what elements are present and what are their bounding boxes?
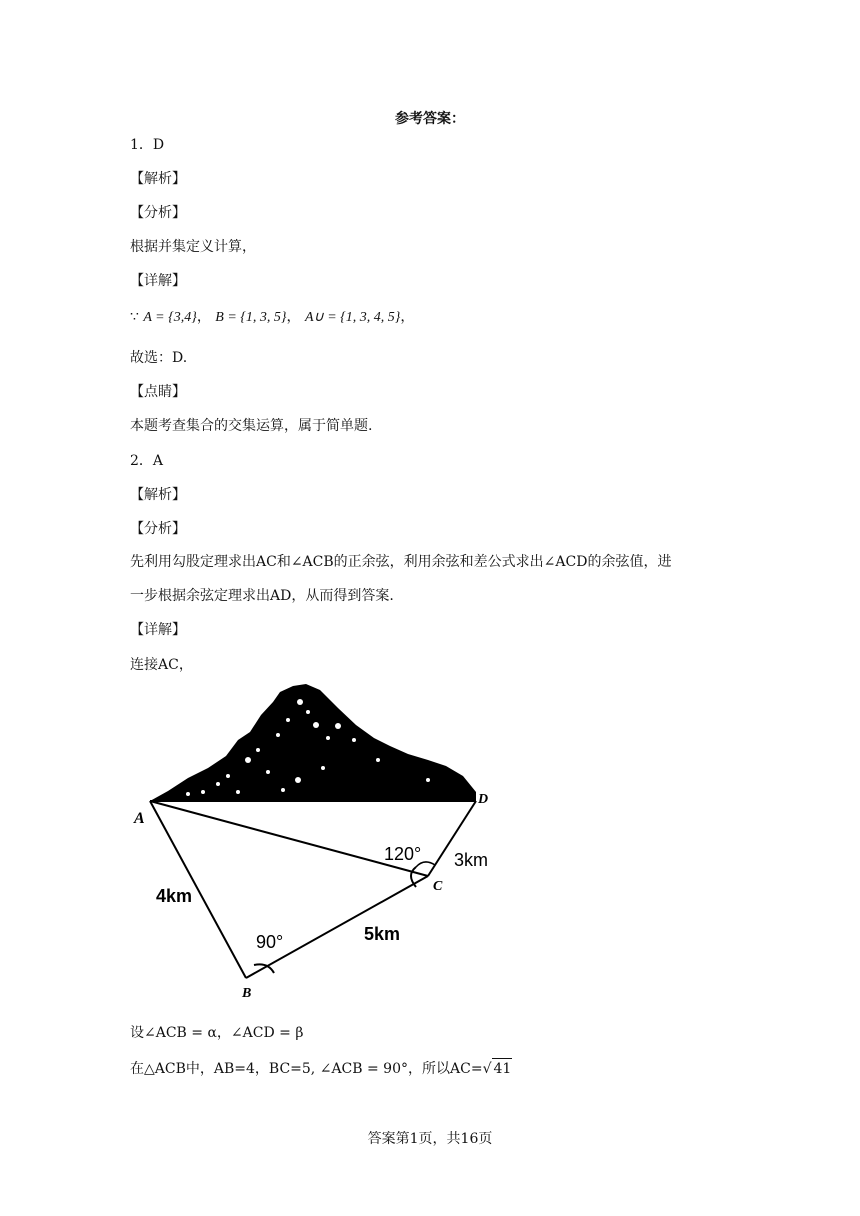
heading-jiexi: 【解析】 <box>130 487 186 503</box>
set-A-def: A = {3,4} <box>143 310 197 325</box>
triangle-text: 在△ACB中，AB=4，BC=5, ∠ACB = 90°，所以AC= <box>130 1061 483 1077</box>
answer-1: 1．D <box>130 137 165 153</box>
label-A: A <box>134 810 145 827</box>
separator: ， <box>286 309 301 325</box>
connect-text: 连接AC， <box>130 657 193 673</box>
page-footer: 答案第1页，共16页 <box>367 1131 493 1147</box>
heading-fenxi: 【分析】 <box>130 521 186 537</box>
sqrt-radicand: 41 <box>492 1058 512 1079</box>
answer-2: 2．A <box>130 453 164 469</box>
sqrt-sign: √ <box>482 1061 492 1077</box>
analysis-text: 根据并集定义计算， <box>130 239 256 255</box>
segment-BC <box>246 876 428 978</box>
length-CD: 3km <box>454 850 489 870</box>
length-BC: 5km <box>364 924 401 944</box>
heading-xiangjie: 【详解】 <box>130 273 186 289</box>
separator: ， <box>400 309 415 325</box>
mountain-silhouette <box>150 684 476 801</box>
dianjing-text: 本题考查集合的交集运算，属于简单题. <box>130 418 373 434</box>
set-angles: 设∠ACB = α，∠ACD = β <box>130 1025 304 1041</box>
heading-fenxi: 【分析】 <box>130 205 186 221</box>
conclusion-text: 故选：D. <box>130 350 188 366</box>
label-D: D <box>478 792 489 807</box>
heading-jiexi: 【解析】 <box>130 171 186 187</box>
because-symbol: ∵ <box>130 309 139 325</box>
label-B: B <box>242 986 252 1000</box>
mountain-figure <box>128 680 508 1000</box>
heading-dianjing: 【点睛】 <box>130 384 186 400</box>
set-equation <box>130 307 414 328</box>
analysis-line-2: 一步根据余弦定理求出AD，从而得到答案. <box>130 588 394 604</box>
triangle-computation <box>130 1058 512 1079</box>
analysis-line-1: 先利用勾股定理求出AC和∠ACB的正余弦，利用余弦和差公式求出∠ACD的余弦值，进 <box>130 554 672 570</box>
angle-B-label: 90° <box>256 932 284 952</box>
length-AB: 4km <box>156 886 193 906</box>
union-def: A∪ = {1, 3, 4, 5} <box>304 310 401 325</box>
page-title: 参考答案： <box>395 111 465 127</box>
heading-xiangjie: 【详解】 <box>130 622 186 638</box>
label-C: C <box>433 879 443 894</box>
segment-AC <box>150 801 428 876</box>
separator: ， <box>196 309 211 325</box>
set-B-def: B = {1, 3, 5} <box>215 310 287 325</box>
angle-C-label: 120° <box>384 844 422 864</box>
